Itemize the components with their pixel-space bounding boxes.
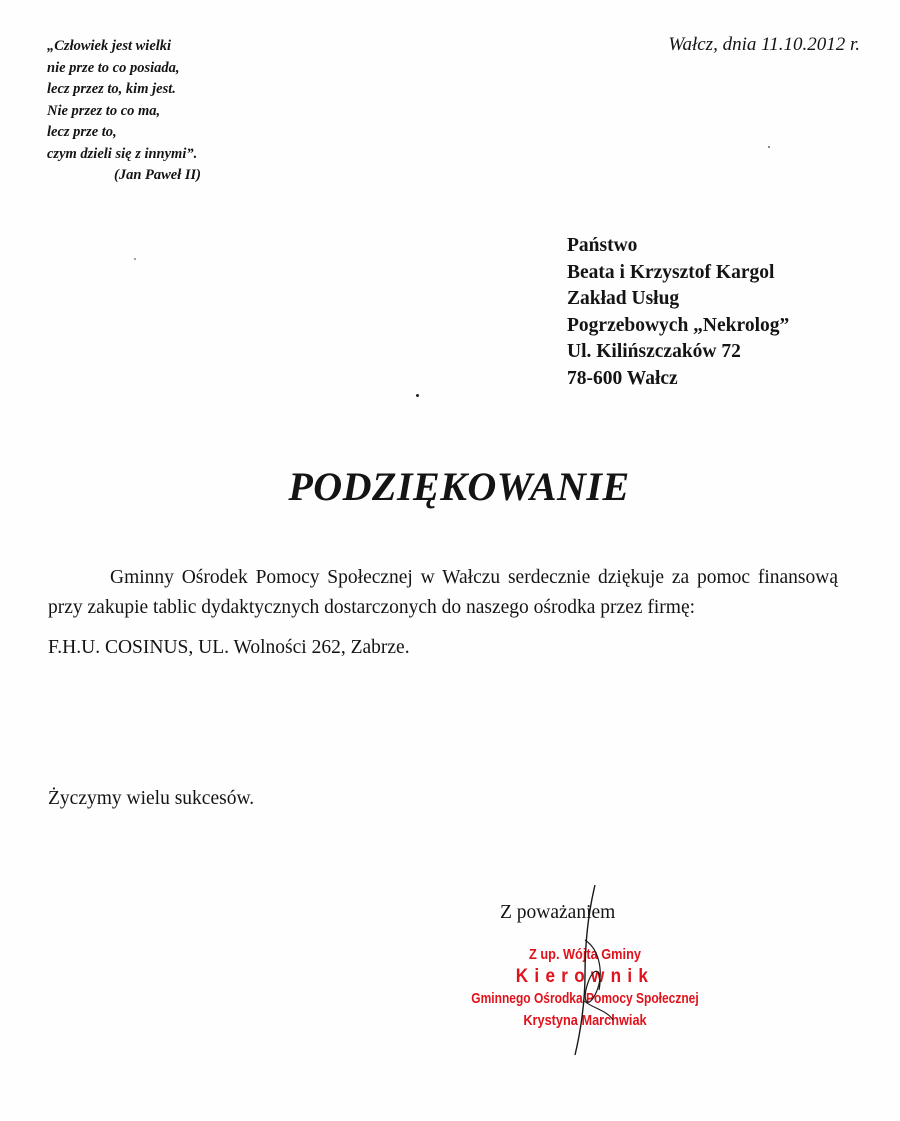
recipient-line: Pogrzebowych „Nekrolog” — [567, 314, 790, 336]
signature-stroke — [583, 1000, 613, 1020]
scan-speck — [134, 258, 136, 260]
quote-author: (Jan Paweł II) — [114, 167, 201, 183]
stamp-line: Kierownik — [515, 966, 655, 987]
stamp-line: Z up. Wójta Gminy — [529, 946, 641, 963]
letter-date: Wałcz, dnia 11.10.2012 r. — [668, 34, 860, 55]
recipient-line: Ul. Kilińszczaków 72 — [567, 341, 741, 362]
quote-line: czym dzieli się z innymi”. — [47, 145, 198, 162]
firm-line: F.H.U. COSINUS, UL. Wolności 262, Zabrze. — [48, 637, 410, 658]
handwritten-signature — [555, 880, 615, 1060]
letter-title: PODZIĘKOWANIE — [288, 464, 630, 509]
quote-line: Nie przez to co ma, — [47, 102, 161, 119]
wishes-line: Życzymy wielu sukcesów. — [48, 788, 255, 809]
quote-line: lecz przez to, kim jest. — [47, 81, 176, 97]
quote-line: „Człowiek jest wielki — [47, 38, 172, 54]
quote-line: nie prze to co posiada, — [47, 59, 180, 76]
signature-stroke — [585, 940, 600, 1002]
recipient-line: 78-600 Wałcz — [567, 367, 678, 389]
scan-speck — [416, 394, 419, 397]
recipient-address — [567, 233, 789, 392]
signature-stroke — [575, 885, 595, 1055]
stamp-line: Gminnego Ośrodka Pomocy Społecznej — [471, 990, 699, 1007]
stamp-line: Krystyna Marchwiak — [523, 1012, 647, 1029]
letter-body — [48, 563, 838, 663]
closing-salutation: Z poważaniem — [500, 902, 616, 923]
scan-speck — [768, 146, 770, 148]
body-paragraph: Gminny Ośrodek Pomocy Społecznej w Wałczu serdecznie dziękuje za pomoc finansową przy zakupie tablic dydaktycznych dostarczonych do naszego ośrodka przez firmę: — [48, 567, 838, 618]
recipient-line: Beata i Krzysztof Kargol — [567, 261, 775, 283]
recipient-line: Zakład Usług — [567, 288, 680, 309]
recipient-line: Państwo — [567, 235, 638, 256]
motto-quote — [47, 36, 287, 187]
quote-line: lecz prze to, — [47, 124, 117, 140]
